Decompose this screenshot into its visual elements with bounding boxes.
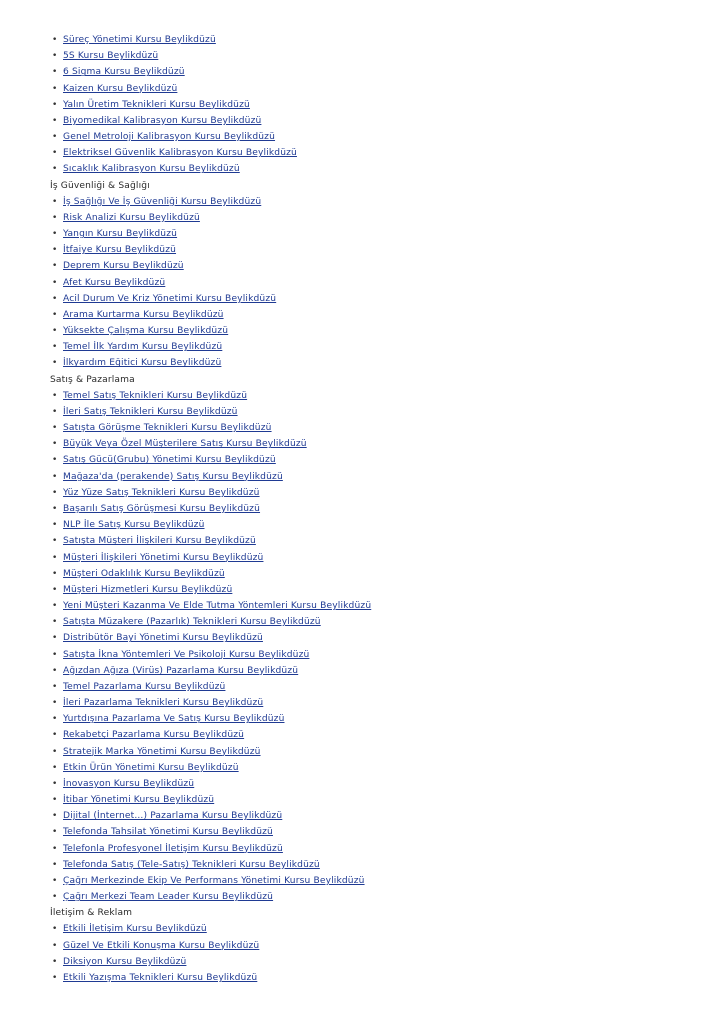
course-link[interactable]: İlkyardım Eğitici Kursu Beylikdüzü <box>63 358 222 369</box>
course-link[interactable]: İleri Pazarlama Teknikleri Kursu Beylikdüzü <box>63 698 264 709</box>
list-item <box>50 32 728 48</box>
list-item <box>50 420 728 436</box>
course-link[interactable]: Acil Durum Ve Kriz Yönetimi Kursu Beylikdüzü <box>63 293 277 304</box>
bullet-icon: • <box>52 390 58 401</box>
list-item <box>50 695 728 711</box>
bullet-icon: • <box>52 520 58 531</box>
course-link[interactable]: Müşteri Odaklılık Kursu Beylikdüzü <box>63 568 225 579</box>
list-item <box>50 663 728 679</box>
bullet-icon: • <box>52 342 58 353</box>
bullet-icon: • <box>52 714 58 725</box>
course-link[interactable]: Satışta Müzakere (Pazarlık) Teknikleri Kursu Beylikdüzü <box>63 617 321 628</box>
course-link[interactable]: Afet Kursu Beylikdüzü <box>63 277 166 288</box>
course-link[interactable]: Genel Metroloji Kalibrasyon Kursu Beylikdüzü <box>63 132 276 143</box>
list-item <box>50 226 728 242</box>
course-link[interactable]: Distribütör Bayi Yönetimi Kursu Beylikdüzü <box>63 633 263 644</box>
course-link[interactable]: Güzel Ve Etkili Konuşma Kursu Beylikdüzü <box>63 940 260 951</box>
course-link[interactable]: Temel Pazarlama Kursu Beylikdüzü <box>63 681 226 692</box>
bullet-icon: • <box>52 503 58 514</box>
list-item <box>50 129 728 145</box>
bullet-icon: • <box>52 358 58 369</box>
bullet-icon: • <box>52 261 58 272</box>
list-item <box>50 258 728 274</box>
section-heading: İş Güvenliği & Sağlığı <box>50 180 150 191</box>
bullet-icon: • <box>52 778 58 789</box>
course-link[interactable]: Satış Gücü(Grubu) Yönetimi Kursu Beylikdüzü <box>63 455 276 466</box>
course-link[interactable]: İnovasyon Kursu Beylikdüzü <box>63 778 195 789</box>
bullet-icon: • <box>52 423 58 434</box>
bullet-icon: • <box>52 487 58 498</box>
course-link[interactable]: Yüksekte Çalışma Kursu Beylikdüzü <box>63 326 229 337</box>
bullet-icon: • <box>52 730 58 741</box>
list-item <box>50 388 728 404</box>
list-item <box>50 873 728 889</box>
course-link[interactable]: Kaizen Kursu Beylikdüzü <box>63 83 178 94</box>
course-link[interactable]: Temel Satış Teknikleri Kursu Beylikdüzü <box>63 390 248 401</box>
course-link[interactable]: Rekabetçi Pazarlama Kursu Beylikdüzü <box>63 730 245 741</box>
course-link[interactable]: Yüz Yüze Satış Teknikleri Kursu Beylikdüzü <box>63 487 260 498</box>
list-item <box>50 566 728 582</box>
bullet-icon: • <box>52 940 58 951</box>
list-item <box>50 679 728 695</box>
bullet-icon: • <box>52 584 58 595</box>
list-item <box>50 760 728 776</box>
list-item <box>50 469 728 485</box>
bullet-icon: • <box>52 843 58 854</box>
bullet-icon: • <box>52 67 58 78</box>
list-item <box>50 307 728 323</box>
list-item <box>50 598 728 614</box>
bullet-icon: • <box>52 148 58 159</box>
bullet-icon: • <box>52 99 58 110</box>
course-link[interactable]: Deprem Kursu Beylikdüzü <box>63 261 184 272</box>
course-link[interactable]: Müşteri İlişkileri Yönetimi Kursu Beylikdüzü <box>63 552 264 563</box>
course-link[interactable]: 5S Kursu Beylikdüzü <box>63 51 159 62</box>
section-heading: İletişim & Reklam <box>50 908 133 919</box>
list-item <box>50 452 728 468</box>
bullet-icon: • <box>52 859 58 870</box>
course-link[interactable]: Yangın Kursu Beylikdüzü <box>63 229 178 240</box>
bullet-icon: • <box>52 212 58 223</box>
list-item <box>50 647 728 663</box>
list-item <box>50 970 728 986</box>
list-item <box>50 48 728 64</box>
course-link[interactable]: Stratejik Marka Yönetimi Kursu Beylikdüzü <box>63 746 261 757</box>
bullet-icon: • <box>52 956 58 967</box>
list-item <box>50 323 728 339</box>
bullet-icon: • <box>52 924 58 935</box>
course-link[interactable]: Telefonda Tahsilat Yönetimi Kursu Beylikdüzü <box>63 827 273 838</box>
bullet-icon: • <box>52 601 58 612</box>
list-item <box>50 97 728 113</box>
course-link[interactable]: İtfaiye Kursu Beylikdüzü <box>63 245 177 256</box>
list-item <box>50 242 728 258</box>
bullet-icon: • <box>52 132 58 143</box>
course-link[interactable]: Biyomedikal Kalibrasyon Kursu Beylikdüzü <box>63 115 262 126</box>
course-link[interactable]: Elektriksel Güvenlik Kalibrasyon Kursu Beylikdüzü <box>63 148 297 159</box>
course-link[interactable]: Ağızdan Ağıza (Virüs) Pazarlama Kursu Beylikdüzü <box>63 665 299 676</box>
list-item <box>50 841 728 857</box>
list-item <box>50 404 728 420</box>
course-link[interactable]: Başarılı Satış Görüşmesi Kursu Beylikdüzü <box>63 503 261 514</box>
course-link[interactable]: Büyük Veya Özel Müşterilere Satış Kursu Beylikdüzü <box>63 439 307 450</box>
list-item <box>50 711 728 727</box>
bullet-icon: • <box>52 827 58 838</box>
list-item <box>50 161 728 177</box>
bullet-icon: • <box>52 552 58 563</box>
bullet-icon: • <box>52 617 58 628</box>
course-link[interactable]: 6 Sigma Kursu Beylikdüzü <box>63 67 185 78</box>
course-link[interactable]: Sıcaklık Kalibrasyon Kursu Beylikdüzü <box>63 164 240 175</box>
course-link[interactable]: Etkili İletişim Kursu Beylikdüzü <box>63 924 207 935</box>
bullet-icon: • <box>52 892 58 903</box>
list-item <box>50 727 728 743</box>
course-link[interactable]: Dijital (İnternet...) Pazarlama Kursu Beylikdüzü <box>63 811 283 822</box>
bullet-icon: • <box>52 83 58 94</box>
course-link[interactable]: Süreç Yönetimi Kursu Beylikdüzü <box>63 35 216 45</box>
list-item <box>50 355 728 371</box>
bullet-icon: • <box>52 309 58 320</box>
list-item <box>50 517 728 533</box>
list-item <box>50 582 728 598</box>
bullet-icon: • <box>52 326 58 337</box>
bullet-icon: • <box>52 229 58 240</box>
list-item <box>50 501 728 517</box>
bullet-icon: • <box>52 568 58 579</box>
list-item <box>50 614 728 630</box>
list-item <box>50 145 728 161</box>
course-link[interactable]: Telefonla Profesyonel İletişim Kursu Beylikdüzü <box>63 843 283 854</box>
course-link[interactable]: Temel İlk Yardım Kursu Beylikdüzü <box>63 342 223 353</box>
bullet-icon: • <box>52 277 58 288</box>
course-list <box>50 32 728 986</box>
course-link[interactable]: Risk Analizi Kursu Beylikdüzü <box>63 212 200 223</box>
bullet-icon: • <box>52 665 58 676</box>
list-item <box>50 194 728 210</box>
list-item <box>50 889 728 905</box>
bullet-icon: • <box>52 115 58 126</box>
course-link[interactable]: İleri Satış Teknikleri Kursu Beylikdüzü <box>63 406 238 417</box>
bullet-icon: • <box>52 795 58 806</box>
list-item <box>50 808 728 824</box>
course-link[interactable]: Arama Kurtarma Kursu Beylikdüzü <box>63 309 224 320</box>
course-link[interactable]: Etkili Yazışma Teknikleri Kursu Beylikdüzü <box>63 972 258 983</box>
list-item <box>50 436 728 452</box>
course-link[interactable]: Çağrı Merkezinde Ekip Ve Performans Yönetimi Kursu Beylikdüzü <box>63 875 365 886</box>
list-item <box>50 81 728 97</box>
course-link[interactable]: Yalın Üretim Teknikleri Kursu Beylikdüzü <box>63 99 250 110</box>
bullet-icon: • <box>52 698 58 709</box>
bullet-icon: • <box>52 164 58 175</box>
list-item <box>50 954 728 970</box>
list-item <box>50 857 728 873</box>
bullet-icon: • <box>52 196 58 207</box>
bullet-icon: • <box>52 649 58 660</box>
bullet-icon: • <box>52 633 58 644</box>
course-link[interactable]: Yurtdışına Pazarlama Ve Satış Kursu Beylikdüzü <box>63 714 285 725</box>
bullet-icon: • <box>52 406 58 417</box>
bullet-icon: • <box>52 455 58 466</box>
bullet-icon: • <box>52 811 58 822</box>
course-link[interactable]: Müşteri Hizmetleri Kursu Beylikdüzü <box>63 584 233 595</box>
course-link[interactable]: Etkin Ürün Yönetimi Kursu Beylikdüzü <box>63 762 239 773</box>
course-link[interactable]: Satışta İkna Yöntemleri Ve Psikoloji Kursu Beylikdüzü <box>63 649 310 660</box>
list-item <box>50 64 728 80</box>
course-link[interactable]: NLP İle Satış Kursu Beylikdüzü <box>63 520 205 531</box>
list-item <box>50 339 728 355</box>
bullet-icon: • <box>52 972 58 983</box>
course-link[interactable]: Çağrı Merkezi Team Leader Kursu Beylikdüzü <box>63 892 274 903</box>
list-item <box>50 485 728 501</box>
course-link[interactable]: Satışta Müşteri İlişkileri Kursu Beylikdüzü <box>63 536 256 547</box>
list-item <box>50 824 728 840</box>
course-link[interactable]: İtibar Yönetimi Kursu Beylikdüzü <box>63 795 215 806</box>
list-item <box>50 291 728 307</box>
list-item <box>50 275 728 291</box>
list-item <box>50 113 728 129</box>
course-link[interactable]: İş Sağlığı Ve İş Güvenliği Kursu Beylikdüzü <box>63 196 262 207</box>
list-item <box>50 550 728 566</box>
section-heading: Satış & Pazarlama <box>50 374 135 385</box>
bullet-icon: • <box>52 51 58 62</box>
course-link[interactable]: Telefonda Satış (Tele-Satış) Teknikleri Kursu Beylikdüzü <box>63 859 320 870</box>
course-link[interactable]: Diksiyon Kursu Beylikdüzü <box>63 956 187 967</box>
list-item <box>50 938 728 954</box>
bullet-icon: • <box>52 746 58 757</box>
bullet-icon: • <box>52 439 58 450</box>
bullet-icon: • <box>52 536 58 547</box>
list-item <box>50 744 728 760</box>
bullet-icon: • <box>52 875 58 886</box>
bullet-icon: • <box>52 35 58 45</box>
list-item <box>50 792 728 808</box>
list-item <box>50 533 728 549</box>
list-item <box>50 921 728 937</box>
list-item <box>50 776 728 792</box>
course-link[interactable]: Mağaza'da (perakende) Satış Kursu Beylikdüzü <box>63 471 283 482</box>
list-item <box>50 630 728 646</box>
bullet-icon: • <box>52 293 58 304</box>
bullet-icon: • <box>52 762 58 773</box>
course-link[interactable]: Satışta Görüşme Teknikleri Kursu Beylikdüzü <box>63 423 272 434</box>
list-item <box>50 210 728 226</box>
course-link[interactable]: Yeni Müşteri Kazanma Ve Elde Tutma Yöntemleri Kursu Beylikdüzü <box>63 601 372 612</box>
bullet-icon: • <box>52 681 58 692</box>
bullet-icon: • <box>52 245 58 256</box>
bullet-icon: • <box>52 471 58 482</box>
